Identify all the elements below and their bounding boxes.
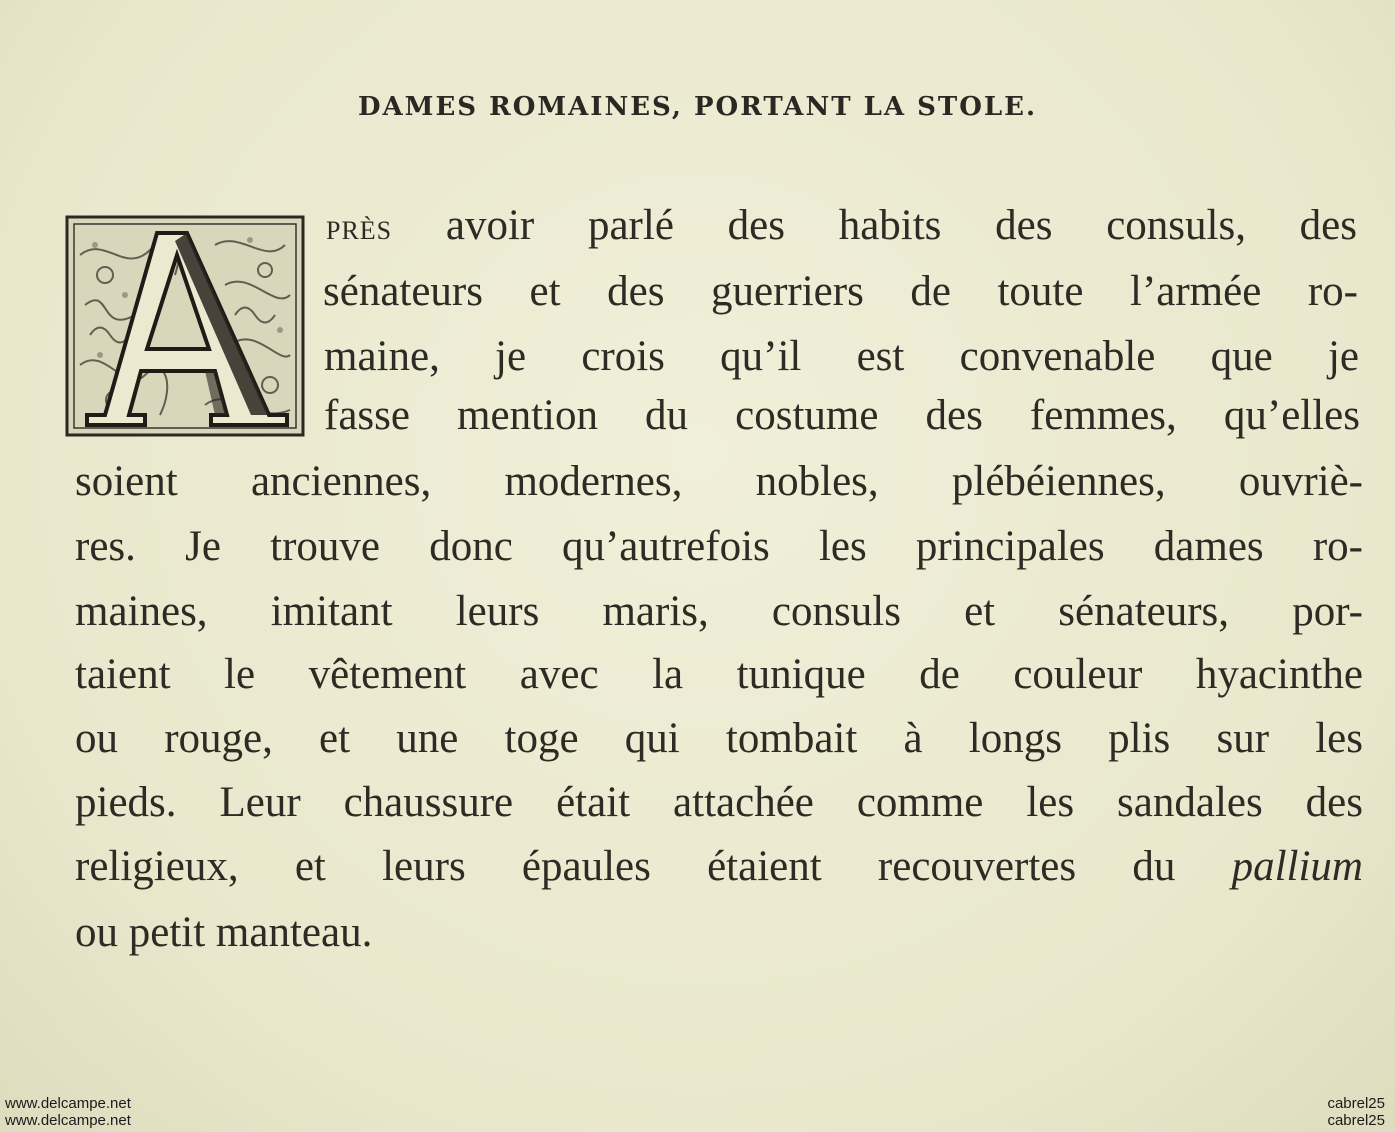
- italic-pallium: pallium: [1231, 843, 1363, 890]
- text-line-5: soient anciennes, modernes, nobles, plébéiennes, ouvriè-: [75, 458, 1363, 505]
- text-line-11: [75, 843, 1363, 891]
- line-11-text: religieux, et leurs épaules étaient recouvertes du: [75, 843, 1232, 890]
- page-title: DAMES ROMAINES, PORTANT LA STOLE.: [357, 92, 1038, 122]
- watermark-url-1: www.delcampe.net: [5, 1095, 131, 1112]
- text-line-4: fasse mention du costume des femmes, qu’elles: [324, 392, 1360, 439]
- watermark-left: [5, 1095, 131, 1129]
- text-line-12: ou petit manteau.: [75, 909, 373, 956]
- text-line-2: sénateurs et des guerriers de toute l’armée ro-: [323, 268, 1358, 315]
- text-line-9: ou rouge, et une toge qui tombait à longs plis sur les: [75, 715, 1363, 762]
- watermark-right: [1327, 1095, 1385, 1129]
- watermark-url-2: www.delcampe.net: [5, 1112, 131, 1129]
- text-line-3: maine, je crois qu’il est convenable que je: [324, 333, 1359, 380]
- small-caps-continuation: PRÈS: [326, 216, 393, 245]
- watermark-user-1: cabrel25: [1327, 1095, 1385, 1112]
- text-line-7: maines, imitant leurs maris, consuls et sénateurs, por-: [75, 588, 1363, 635]
- watermark-user-2: cabrel25: [1327, 1112, 1385, 1129]
- text-line-1: [326, 202, 1357, 255]
- line-1-text: avoir parlé des habits des consuls, des: [392, 202, 1357, 249]
- text-line-6: res. Je trouve donc qu’autrefois les principales dames ro-: [75, 523, 1363, 570]
- text-line-10: pieds. Leur chaussure était attachée comme les sandales des: [75, 779, 1363, 826]
- text-line-8: taient le vêtement avec la tunique de couleur hyacinthe: [75, 651, 1363, 698]
